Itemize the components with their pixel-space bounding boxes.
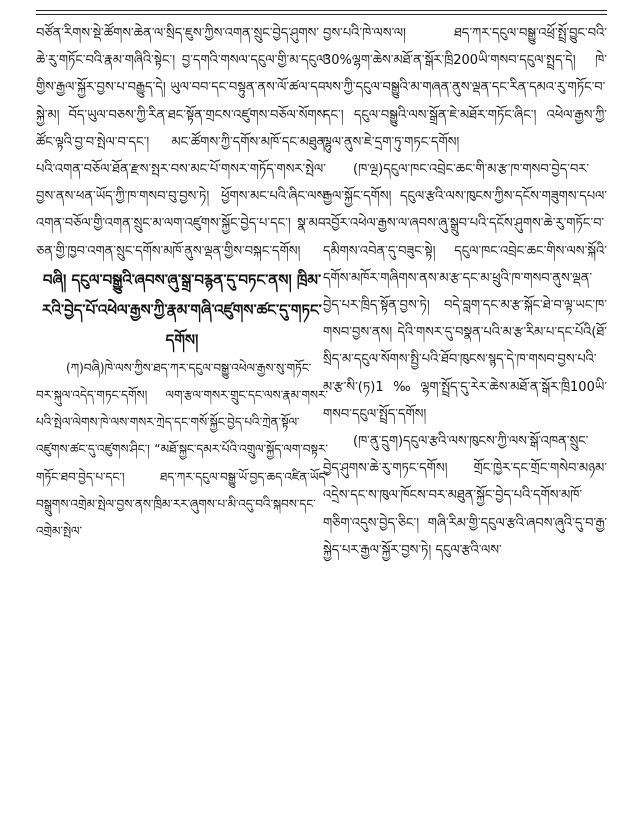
right-column <box>323 20 607 564</box>
top-rule-thin <box>36 14 607 15</box>
top-rule <box>36 10 607 11</box>
right-paragraph-2: (ཁ་ལྔ)དངུལ་ཁང་འབྲེང་ཆང་གི་མ་རྩ་ཁ་གསབ་བྱེད་བར་རྒྱལ་སྐྱོང་དགོས། དངུལ་རྩའི་ལས་ཁུངས་ཀྱིས་དངོས་གཟུགས་དཔལ་འབྱོར་འཕེལ་རྒྱས་ལ་ཞབས་ཞུ་སྒྲུབ་པའི་དངོས་ཤུགས་ཆེ་རུ་གཏོང་བ་དམིགས་འབེན་དུ་བཟུང་སྟེ། དངུལ་ཁང་འབྲེང་ཆང་གིས་ལས་སྐོའི་དགོས་མཁོར་གཞིགས་ནས་མ་རྩ་དང་མ་ཕྲུའི་ཁ་གསབ་ནུས་ལྡན་བྱེད་པར་ཁྲིད་སྟོན་བྱས་ཏེ། བདེ་བླག་དང་མ་རྩ་སྐོང་ཐེ་བ་ལྟ་ཡང་ཁ་གསབ་བྱས་ནས། དེའི་གསར་དུ་བསྣན་པའི་མ་རྩ་རིམ་པ་དང་པོའི(ཐོ་སྲིད་མ་དངུལ་སོགས་སྤྱི་པའི་ཐོབ་ཁུངས་སྙད་དེ་ཁ་གསབ་བྱས་པའི་མ་རྩ་སི་(ཏ)1‰ལྷག་སྤྲོད་དུ་རེར་ཆེས་མཐོ་ན་སྒོར་ཁྲི100ཡི་གསབ་དངུལ་སྤྲོད་དགོས། <box>323 162 607 422</box>
right-paragraph-3: (ཁ་ནུ་དྲུག)དངུལ་རྩའི་ལས་ཁུངས་ཀྱི་ལས་སྒོ་འཁན་སྲུང་བྱེད་ཤུགས་ཆེ་རུ་གཏང་དགོས། གྲོང་ཁྱེར་དང་གྲོང་གསེབ་མཉམ་འདྲེས་དང་ས་ཁུལ་ཁོངས་བར་མཐུན་སྐྱོང་བྱེད་པའི་དགོས་མཁོ་གཅིག་འདུས་བྱེད་ཅིང་། གཞི་རིམ་གྱི་དངུལ་རྩའི་ཞབས་ཞུའི་དུ་བ་རྒྱ་སྐྱེད་པར་རྒྱལ་སྐྱོར་བྱས་ཏེ། དངུལ་རྩའི་ལས་ <box>323 434 607 558</box>
right-paragraph-1: བྱས་པའི་ཁེ་ལས་ལ། ཐད་ཀར་དངུལ་བསྒྱུ་འཕྲོ་སྤྲོ་བྱུང་བའི་30%ལྷག་ཆེས་མཐོ་ན་སྒོར་ཁྲི200ཡི་གསབ་དངུལ་སྤྲད་དེ། ཁེ་ལས་ཀྱི་དངུལ་བསྒྱུའི་མ་གཞན་ནུས་ལྡན་དང་རིན་དམའ་རུ་གཏོང་བ་དང་། དངུལ་བསྒྱུའི་ལས་སྒྲོན་ཇེ་མཐོར་གཏོང་ཞིང་། འཕེལ་རྒྱས་ཀྱི་ལྷུལ་ནུས་ཇེ་དྲག་ཏུ་གཏང་དགོས། <box>323 26 607 150</box>
left-column <box>36 20 328 545</box>
section-heading: བཞི། དངུལ་བསྒྱུའི་ཞབས་ཞུ་སྒྲ་བརྙན་དུ་བཏང་ནས། ཁྲིམ་རའི་བྱེད་པོ་འཕེལ་རྒྱས་ཀྱི་རྣམ་གཞི་འཛུགས་ཚང་དུ་གཏང་དགོས། <box>42 270 322 349</box>
left-paragraph-2: (ཀ)བཞི)ཁེ་ལས་ཀྱིས་ཐད་ཀར་དངུལ་བསྒྱུ་འཕེལ་རྒྱས་སུ་གཏོང་བར་སྐུལ་འདེད་གཏང་དགོས། ལག་རྩལ་གསར་གྲུང་དང་ལས་རྣམ་གསར་པའི་སྤེལ་ལེགས་ཁེ་ལས་གསར་ཀྲེད་དང་གསོ་སྐྱོང་བྱེད་པའི་ཀྲེན་སྟོལ་འཛུགས་ཚང་དུ་འཛུགས་ཤིང་། “མཐོ་སྐྱང་དམར་པོའི་འགྲུལ་སྐྱོད་ལག་བསྟར་གཏོང་ཐབ་བྱེད་པ་དང་། ཐད་ཀར་དངུལ་བསྒྱུ་ཡོ་བྱད་ཆད་འཛིན་ཡོད་བསྒྲུགས་འགྲེམ་སྤེལ་བྱས་ནས་ཁྲིམ་རར་ཞུགས་པ་མི་འདུ་བའི་སྐབས་དང་འགྲེམ་སྤེལ་ <box>36 360 328 539</box>
left-paragraph-1: བཙོན་རིགས་སྡེ་ཚོགས་ཆེན་ལ་སྲིད་ཇུས་ཀྱིས་འགན་སྲུང་བྱེད་ཤུགས་ཆེ་རུ་གཏོང་བའི་རྣམ་གཞིའི་སྟེང་། བྱ་དགའི་གསལ་དངུལ་གྱི་མ་དངུལ་གྱིས་རྒྱལ་སྐྱོར་བྱས་པ་བརྒྱུད་དེ། ཡུལ་བབ་དང་བསྟུན་ནས་ལོ་ཚལ་དང་སྐྱེ་མ། བོད་ཡུལ་བཅས་ཀྱི་རིན་ཐང་སྟོན་གྲངས་འཛུགས་བཅོལ་སོགས་ཚོང་ལྟའི་བྱ་བ་སྤེལ་བ་དང་། མང་ཚོགས་ཀྱི་དགོས་མཁོ་དང་མཐུན་པའི་འགན་བཅོལ་ཐོན་རྫས་སྤར་བས་མང་པོ་གསར་གཏོད་གསར་སྤེལ་བྱས་ནས་ཕན་ཡོད་ཀྱི་ཁ་གསབ་བུ་བྱས་ཏེ། ཕྱོགས་མང་པའི་ཞིང་ལས་འགན་བཅོལ་གྱི་འགན་སྲུང་མ་ལག་འཛུགས་སྐྱོང་བྱེད་པ་དང་། སྣ་མང་ཅན་གྱི་ཁྱབ་འགན་སྲུང་དགོས་མཁོ་ནུས་ལྡན་གྱིས་བསྐང་དགོས། <box>36 26 328 259</box>
